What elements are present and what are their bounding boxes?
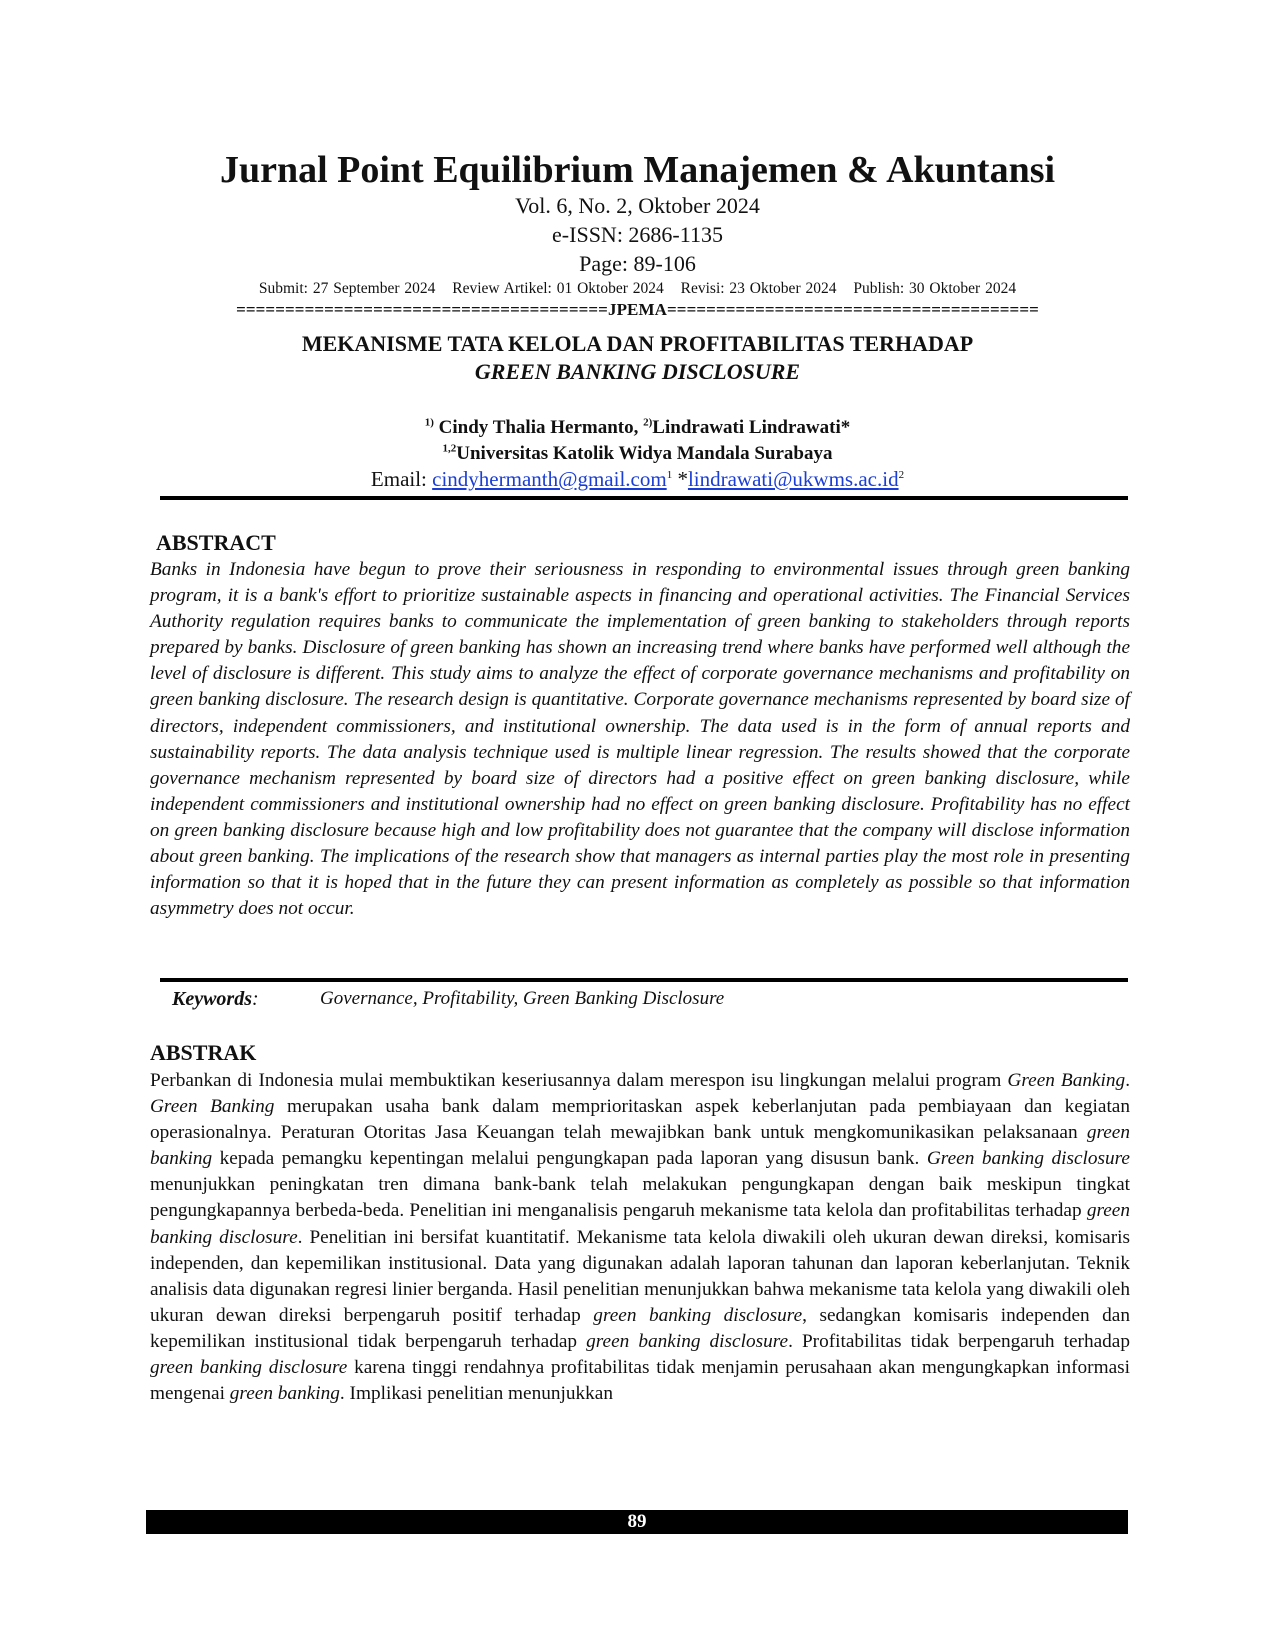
email-line — [0, 466, 1275, 492]
journal-issn: e-ISSN: 2686-1135 — [552, 222, 723, 247]
author1-name: Cindy Thalia Hermanto, — [438, 417, 639, 438]
affiliation-marker: 1,2 — [442, 442, 457, 455]
abstrak-text: . — [1125, 1070, 1131, 1091]
abstrak-heading: ABSTRAK — [150, 1040, 257, 1065]
article-title-line1: MEKANISME TATA KELOLA DAN PROFITABILITAS TERHADAP — [301, 331, 974, 356]
journal-title: Jurnal Point Equilibrium Manajemen & Akuntansi — [219, 149, 1056, 191]
review-date: Review Artikel: 01 Oktober 2024 — [452, 280, 664, 297]
keywords-colon: : — [252, 988, 259, 1010]
keywords-values: Governance, Profitability, Green Banking Disclosure — [320, 988, 725, 1009]
keywords-label: Keywords — [172, 988, 252, 1010]
abstract-heading: ABSTRACT — [156, 530, 276, 555]
abstrak-text: menunjukkan peningkatan tren dimana bank-bank telah melakukan pengungkapan dengan baik meskipun tingkat pengungkapannya berbeda-beda. Penelitian ini menganalisis pengaruh mekanisme tata kelola dan profitabilitas terhadap — [150, 1174, 1130, 1222]
abstrak-body — [150, 1068, 1130, 1407]
keywords-row — [172, 986, 725, 1012]
abstrak-italic-term: Green banking disclosure — [926, 1148, 1130, 1170]
email2-asterisk: * — [677, 467, 688, 491]
article-dates — [0, 280, 1275, 298]
abstrak-text: . Profitabilitas tidak berpengaruh terhadap — [788, 1330, 1130, 1352]
abstrak-text: kepada pemangku kepentingan melalui pengungkapan pada laporan yang disusun bank. — [212, 1148, 927, 1170]
abstrak-italic-term: Green Banking — [1007, 1070, 1126, 1091]
page-footer — [146, 1510, 1128, 1534]
abstrak-italic-term: green banking disclosure — [593, 1304, 803, 1326]
author-list — [0, 416, 1275, 440]
abstrak-text: , sedangkan komisaris independen dan kepemilikan institusional tidak berpengaruh terhadap — [150, 1304, 1130, 1352]
article-title — [0, 330, 1275, 386]
journal-volume: Vol. 6, No. 2, Oktober 2024 — [515, 193, 760, 218]
affiliation — [0, 442, 1275, 466]
submit-date: Submit: 27 September 2024 — [258, 280, 436, 297]
article-title-line2: GREEN BANKING DISCLOSURE — [474, 359, 801, 384]
abstrak-text: merupakan usaha bank dalam memprioritaskan aspek keberlanjutan pada pembiayaan dan kegiatan operasionalnya. Peraturan Otoritas Jasa Keuangan telah mewajibkan bank untuk mengkomunikasikan pelaksanaan — [150, 1096, 1130, 1144]
email2-marker: 2 — [898, 469, 905, 481]
abstrak-text: Perbankan di Indonesia mulai membuktikan keseriusannya dalam merespon isu lingkungan melalui program — [150, 1070, 1008, 1091]
abstrak-italic-term: green banking — [229, 1383, 340, 1405]
abstrak-italic-term: green banking disclosure — [150, 1357, 348, 1379]
abstract-body: Banks in Indonesia have begun to prove their seriousness in responding to environmental issues through green banking program, it is a bank's effort to prioritize sustainable aspects in financing and operational activities. The Financial Services Authority regulation requires banks to communicate the implementation of green banking to stakeholders through reports prepared by banks. Disclosure of green banking has shown an increasing trend where banks have performed well although the level of disclosure is different. This study aims to analyze the effect of corporate governance mechanisms and profitability on green banking disclosure. The research design is quantitative. Corporate governance mechanisms represented by board size of directors, independent commissioners, and institutional ownership. The data used is in the form of annual reports and sustainability reports. The data analysis technique used is multiple linear regression. The results showed that the corporate governance mechanism represented by board size of directors had a positive effect on green banking disclosure, while independent commissioners and institutional ownership had no effect on green banking disclosure. Profitability has no effect on green banking disclosure because high and low profitability does not guarantee that the company will disclose information about green banking. The implications of the research show that managers as internal parties play the most role in presenting information so that it is hoped that in the future they can present information as completely as possible so that information asymmetry does not occur. — [150, 559, 1130, 920]
abstrak-italic-term: green banking disclosure — [586, 1330, 789, 1352]
abstrak-text: . Penelitian ini bersifat kuantitatif. Mekanisme tata kelola diwakili oleh ukuran dewan direksi, komisaris independen, dan kepemilikan institusional. Data yang digunakan adalah laporan tahunan dan laporan keberlanjutan. Teknik analisis data digunakan regresi linier berganda. Hasil penelitian menunjukkan bahwa mekanisme tata kelola yang diwakili oleh ukuran dewan direksi berpengaruh positif terhadap — [150, 1226, 1130, 1326]
author1-marker: 1) — [424, 416, 434, 429]
email2-link[interactable]: lindrawati@ukwms.ac.id — [687, 467, 899, 491]
abstrak-italic-term: Green Banking — [150, 1096, 275, 1118]
abstrak-text: karena tinggi rendahnya profitabilitas tidak menjamin perusahaan akan mengungkapkan informasi mengenai — [150, 1357, 1130, 1405]
page-number: 89 — [627, 1511, 647, 1532]
author2-name: Lindrawati Lindrawati* — [652, 417, 851, 438]
header-divider — [160, 496, 1128, 500]
email1-marker: 1 — [666, 469, 673, 481]
journal-pages: Page: 89-106 — [579, 251, 696, 276]
publish-date: Publish: 30 Oktober 2024 — [853, 280, 1017, 297]
abstrak-italic-term: green banking disclosure — [150, 1200, 1130, 1248]
abstrak-text: . Implikasi penelitian menunjukkan — [339, 1383, 613, 1405]
affiliation-name: Universitas Katolik Widya Mandala Surabaya — [456, 443, 833, 464]
abstrak-italic-term: green banking — [150, 1122, 1130, 1170]
revision-date: Revisi: 23 Oktober 2024 — [680, 280, 837, 297]
email1-link[interactable]: cindyhermanth@gmail.com — [432, 467, 667, 491]
abstract-divider — [160, 978, 1128, 982]
jpema-separator: ======================================JPEMA====================================== — [236, 300, 1039, 319]
author2-marker: 2) — [643, 416, 653, 429]
email-label: Email: — [370, 467, 427, 491]
